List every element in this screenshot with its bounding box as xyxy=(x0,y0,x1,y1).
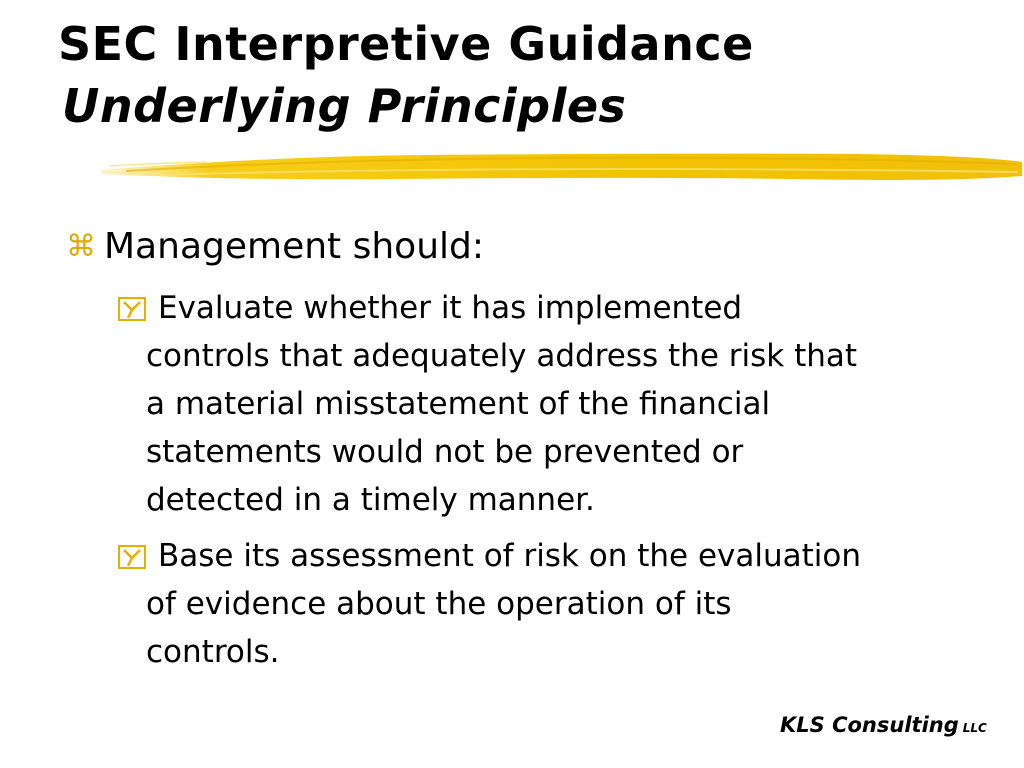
sub-bullet-line: statements would not be prevented or xyxy=(146,434,744,470)
sub-bullet-evaluate xyxy=(118,284,978,524)
yellow-brush-stroke-divider xyxy=(96,144,1024,190)
slide-subtitle: Underlying Principles xyxy=(62,79,627,133)
checkbox-y-icon xyxy=(118,297,146,321)
sub-bullet-base xyxy=(118,532,978,676)
main-bullet xyxy=(66,222,484,272)
command-key-icon: ⌘ xyxy=(66,229,96,264)
sub-bullet-line: Base its assessment of risk on the evaluation xyxy=(158,538,862,574)
footer-company xyxy=(780,710,987,743)
sub-bullet-line: Evaluate whether it has implemented xyxy=(158,290,743,326)
footer-company-name: KLS Consulting xyxy=(780,713,959,737)
main-bullet-text: Management should: xyxy=(104,226,484,267)
slide-title: SEC Interpretive Guidance xyxy=(58,17,754,71)
sub-bullet-line: controls that adequately address the risk that xyxy=(146,338,858,374)
sub-bullet-line: controls. xyxy=(146,634,280,670)
sub-bullet-line: a material misstatement of the financial xyxy=(146,386,771,422)
footer-company-suffix: LLC xyxy=(962,721,987,735)
sub-bullet-line: of evidence about the operation of its xyxy=(146,586,732,622)
checkbox-y-icon xyxy=(118,545,146,569)
sub-bullet-line: detected in a timely manner. xyxy=(146,482,595,518)
